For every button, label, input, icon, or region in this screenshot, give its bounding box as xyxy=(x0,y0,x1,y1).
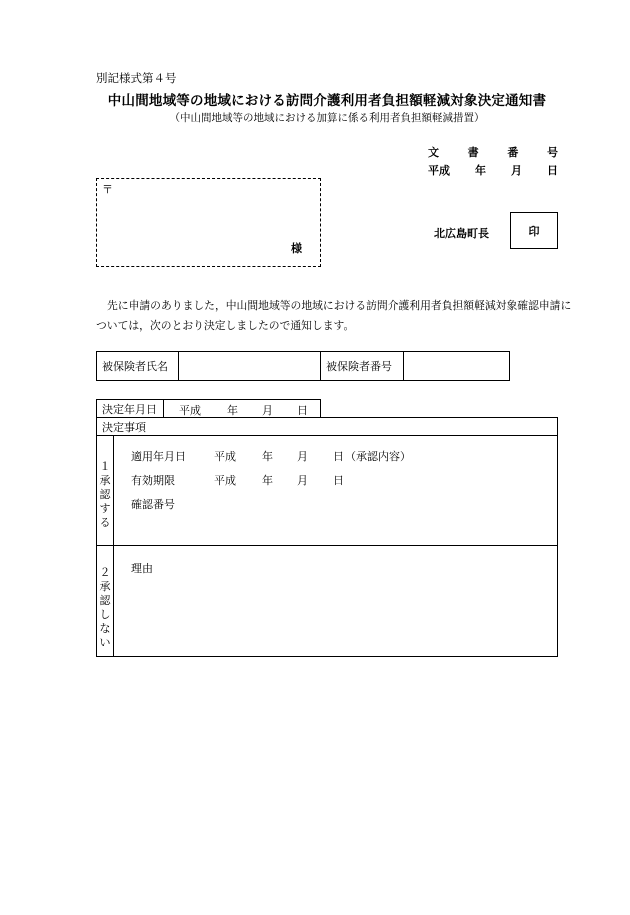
decision-date-label xyxy=(96,399,164,418)
approve-label xyxy=(96,460,114,530)
recipient-honorific: 様 xyxy=(291,242,302,255)
expiry-month: 月 xyxy=(297,474,308,487)
insured-number-label xyxy=(320,351,404,381)
insured-number-label-text: 被保険者番号 xyxy=(326,360,392,373)
doc-number-char: 文 xyxy=(428,146,439,159)
issue-date-year: 年 xyxy=(475,164,486,177)
reject-label-char: 承 xyxy=(99,580,111,593)
application-date-year: 年 xyxy=(262,450,273,463)
seal-box xyxy=(510,212,558,249)
reject-label-char: し xyxy=(99,608,111,621)
decision-date-era: 平成 xyxy=(179,404,201,417)
address-box xyxy=(96,178,321,267)
confirmation-number-label: 確認番号 xyxy=(131,498,175,511)
document-title: 中山間地域等の地域における訪問介護利用者負担額軽減対象決定通知書 xyxy=(107,93,547,109)
issue-date-month: 月 xyxy=(511,164,522,177)
approve-label-char: 認 xyxy=(99,488,111,501)
form-number: 別記様式第４号 xyxy=(96,71,177,85)
expiry-year: 年 xyxy=(262,474,273,487)
reason-label: 理由 xyxy=(131,562,153,575)
issue-date xyxy=(428,162,558,178)
doc-number-char: 番 xyxy=(507,146,519,159)
document-subtitle: （中山間地域等の地域における加算に係る利用者負担額軽減措置） xyxy=(169,112,485,124)
approve-label-char: す xyxy=(99,502,111,515)
decision-date-day: 日 xyxy=(297,404,308,417)
expiry-label: 有効期限 xyxy=(131,474,175,487)
reject-label-char: ２ xyxy=(99,566,111,579)
issue-date-day: 日 xyxy=(547,164,558,177)
insured-name-label xyxy=(96,351,179,381)
reject-label-char: 認 xyxy=(99,594,111,607)
doc-number-char: 書 xyxy=(467,146,479,159)
issuer-name: 北広島町長 xyxy=(434,227,489,240)
approve-label-char: 承 xyxy=(99,474,111,487)
insured-name-field[interactable] xyxy=(178,351,321,381)
application-date-day: 日 xyxy=(333,450,344,463)
doc-number-char: 号 xyxy=(546,146,558,159)
approve-label-char: １ xyxy=(99,460,111,473)
application-date-month: 月 xyxy=(297,450,308,463)
decision-date-label-text: 決定年月日 xyxy=(102,402,157,416)
application-date-era: 平成 xyxy=(214,450,236,463)
decision-date-month: 月 xyxy=(262,404,273,417)
expiry-era: 平成 xyxy=(214,474,236,487)
insured-number-field[interactable] xyxy=(403,351,510,381)
decision-matters-header xyxy=(96,417,558,436)
reject-label xyxy=(96,566,114,650)
application-date-label: 適用年月日 xyxy=(131,450,186,463)
reject-label-char: な xyxy=(99,622,111,635)
postal-mark: 〒 xyxy=(102,183,113,196)
expiry-day: 日 xyxy=(333,474,344,487)
decision-matters-label: 決定事項 xyxy=(102,420,146,434)
approval-content-note: （承認内容） xyxy=(345,450,411,463)
decision-date-year: 年 xyxy=(227,404,238,417)
approve-label-char: る xyxy=(99,516,111,529)
reject-content[interactable] xyxy=(113,545,558,657)
reject-label-char: い xyxy=(99,636,111,649)
issue-date-era: 平成 xyxy=(428,164,450,177)
document-number-label xyxy=(428,144,558,160)
notice-body: 先に申請のありました，中山間地域等の地域における訪問介護利用者負担額軽減対象確認申請については，次のとおり決定しましたので通知します。 xyxy=(96,299,572,332)
insured-name-label-text: 被保険者氏名 xyxy=(102,360,168,373)
seal-label: 印 xyxy=(528,224,540,238)
